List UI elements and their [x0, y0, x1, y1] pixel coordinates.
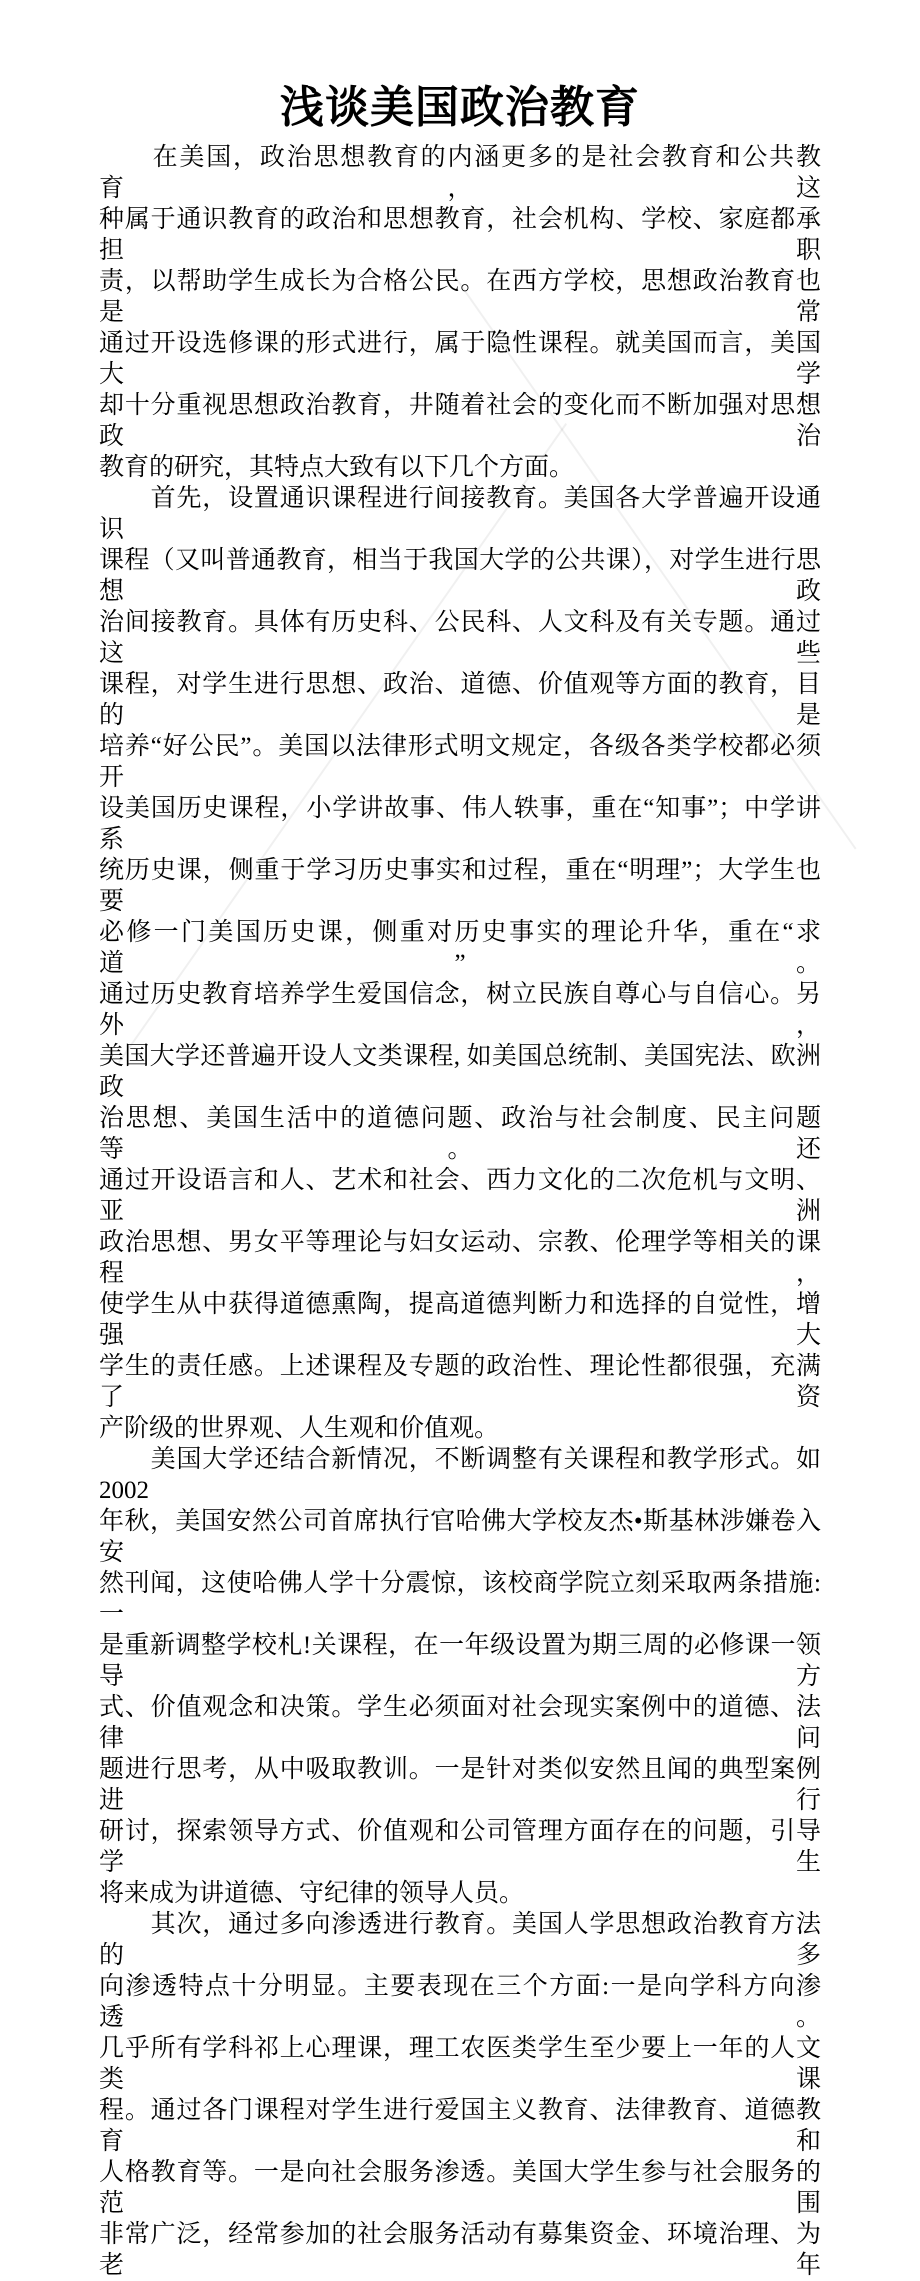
text-line: 程。通过各门课程对学生进行爱国主义教育、法律教育、道德教育和: [99, 2097, 821, 2155]
text-line: 课程（又叫普通教育，相当于我国大学的公共课），对学生进行思想政: [99, 547, 821, 605]
text-line: 美国大学还普遍开设人文类课程, 如美国总统制、美国宪法、欧洲政: [99, 1043, 821, 1101]
text-line: 课程，对学生进行思想、政治、道德、价值观等方面的教育，目的是: [99, 671, 821, 729]
text-line: 治间接教育。具体有历史科、公民科、人文科及有关专题。通过这些: [99, 609, 821, 667]
text-line: 式、价值观念和决策。学生必须面对社会现实案例中的道德、法律问: [99, 1694, 821, 1752]
text-line: 教育的研究，其特点大致有以下几个方面。: [99, 454, 575, 481]
text-line: 培养“好公民”。美国以法律形式明文规定，各级各类学校都必须开: [99, 733, 821, 791]
text-line: 通过历史教育培养学生爱国信念，树立民族自尊心与自信心。另外，: [99, 981, 821, 1039]
text-line: 首先，设置通识课程进行间接教育。美国各大学普遍开设通识: [99, 485, 821, 543]
text-line: 将来成为讲道德、守纪律的领导人员。: [99, 1880, 525, 1907]
text-line: 几乎所有学科祁上心理课，理工农医类学生至少要上一年的人文类课: [99, 2035, 821, 2093]
text-line: 治思想、美国生活中的道德问题、政治与社会制度、民主问题等。还: [99, 1105, 821, 1163]
text-line: 非常广泛，经常参加的社会服务活动有募集资金、环境治理、为老年: [99, 2221, 821, 2279]
text-line: 必修一门美国历史课，侧重对历史事实的理论升华，重在“求道”。: [99, 919, 821, 977]
text-line: 通过开设选修课的形式进行，属于隐性课程。就美国而言，美国大学: [99, 330, 821, 388]
text-line: 美国大学还结合新情况，不断调整有关课程和教学形式。如2002: [99, 1446, 821, 1504]
text-line: 在美国，政治思想教育的内涵更多的是社会教育和公共教育，这: [99, 144, 821, 202]
text-line: 研讨，探索领导方式、价值观和公司管理方面存在的问题，引导学生: [99, 1818, 821, 1876]
text-line: 向渗透特点十分明显。主要表现在三个方面:一是向学科方向渗透。: [99, 1973, 821, 2031]
text-line: 设美国历史课程，小学讲故事、伟人轶事，重在“知事”；中学讲系: [99, 795, 821, 853]
document-title: 浅谈美国政治教育: [280, 83, 640, 132]
text-line: 通过开设语言和人、艺术和社会、西力文化的二次危机与文明、亚洲: [99, 1167, 821, 1225]
document-body: [99, 142, 821, 2281]
text-line: 是重新调整学校札!关课程，在一年级设置为期三周的必修课一领导方: [99, 1632, 821, 1690]
text-line: 责，以帮助学生成长为合格公民。在西方学校，思想政治教育也是常: [99, 268, 821, 326]
text-line: 其次，通过多向渗透进行教育。美国人学思想政治教育方法的多: [99, 1911, 821, 1969]
text-line: 年秋，美国安然公司首席执行官哈佛大学校友杰•斯基林涉嫌卷入安: [99, 1508, 821, 1566]
text-line: 种属于通识教育的政治和思想教育，社会机构、学校、家庭都承担职: [99, 206, 821, 264]
text-line: 却十分重视思想政治教育，井随着社会的变化而不断加强对思想政治: [99, 392, 821, 450]
text-line: 学生的责任感。上述课程及专题的政治性、理论性都很强，充满了资: [99, 1353, 821, 1411]
text-line: 使学生从中获得道德熏陶，提高道德判断力和选择的自觉性，增强大: [99, 1291, 821, 1349]
text-line: 然刊闻，这使哈佛人学十分震惊，该校商学院立刻采取两条措施:一: [99, 1570, 821, 1628]
text-line: 题进行思考，从中吸取教训。一是针对类似安然且闻的典型案例进行: [99, 1756, 821, 1814]
text-line: 产阶级的世界观、人生观和价值观。: [99, 1415, 500, 1442]
text-line: 政治思想、男女平等理论与妇女运动、宗教、伦理学等相关的课程，: [99, 1229, 821, 1287]
text-line: 人格教育等。一是向社会服务渗透。美国大学生参与社会服务的范围: [99, 2159, 821, 2217]
text-line: 统历史课，侧重于学习历史事实和过程，重在“明理”；大学生也要: [99, 857, 821, 915]
